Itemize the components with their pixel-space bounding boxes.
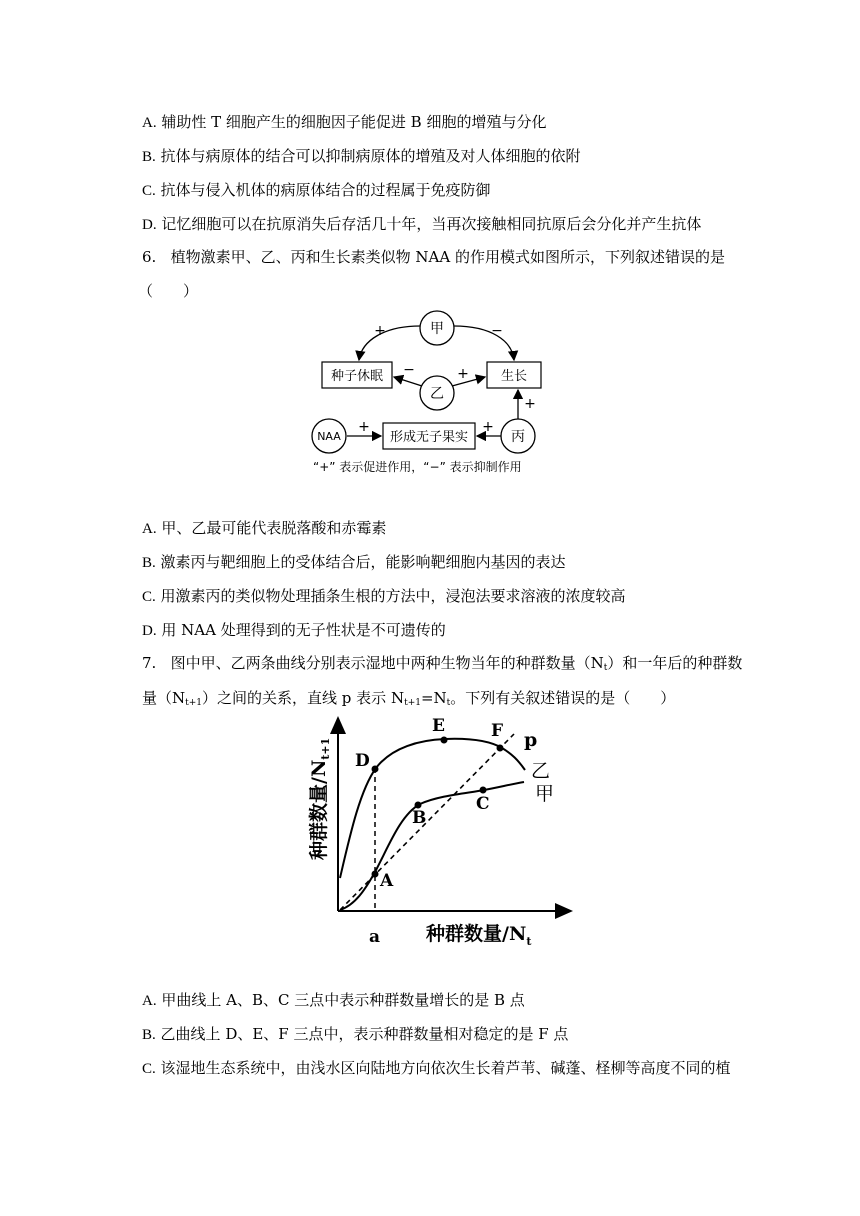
node-jia-label: 甲 [430,321,444,337]
option-letter: C. [142,183,156,199]
option-text: 辅助性 T 细胞产生的细胞因子能促进 B 细胞的增殖与分化 [161,113,547,131]
point-d [372,766,379,773]
box-dormancy-label: 种子休眠 [330,369,384,384]
option-letter: C. [142,589,156,605]
option-letter: B. [142,149,156,165]
option-letter: C. [142,1061,156,1077]
subscript: t+1 [404,698,421,708]
curve-yi-label: 乙 [531,760,551,782]
stem-text: ）之间的关系，直线 p 表示 N [202,689,405,707]
option-text: 抗体与侵入机体的病原体结合的过程属于免疫防御 [160,181,491,199]
option-letter: D. [142,217,157,233]
option-letter: B. [142,555,156,571]
curve-jia [340,782,524,910]
option-text: 抗体与病原体的结合可以抑制病原体的增殖及对人体细胞的依附 [160,147,581,165]
stem-text: 量（N [142,689,186,707]
node-naa-label: NAA [317,430,341,443]
option-letter: A. [142,115,157,131]
option-text: 乙曲线上 D、E、F 三点中，表示种群数量相对稳定的是 F 点 [160,1025,569,1043]
point-e-label: E [432,716,445,736]
point-a [372,871,379,878]
point-f [497,745,504,752]
point-c-label: C [476,794,490,814]
sign-bing-growth: + [524,396,536,412]
box-fruit-label: 形成无子果实 [389,430,469,445]
node-bing-label: 丙 [511,429,525,445]
option-text: 激素丙与靶细胞上的受体结合后，能影响靶细胞内基因的表达 [160,553,566,571]
option-text: 记忆细胞可以在抗原消失后存活几十年，当再次接触相同抗原后会分化并产生抗体 [161,215,702,233]
stem-text: 。下列有关叙述错误的是（ ） [450,689,676,707]
y-axis-label: 种群数量$/N_{t+1}$ [308,737,332,860]
point-b-label: B [412,808,427,828]
stem-text: ）和一年后的种群数 [607,654,743,672]
point-f-label: F [491,721,504,741]
option-text: 该湿地生态系统中，由浅水区向陆地方向依次生长着芦苇、碱蓬、柽柳等高度不同的植 [160,1059,731,1077]
sign-jia-dormancy: + [374,323,386,339]
sign-jia-growth: − [491,323,503,339]
x-axis-label: 种群数量$/N_t$ [426,923,532,948]
option-letter: A. [142,521,157,537]
node-yi-label: 乙 [430,386,444,402]
sign-bing-fruit: + [482,419,494,435]
subscript: t [603,663,608,673]
subscript: t [446,698,451,708]
stem-text: 图中甲、乙两条曲线分别表示湿地中两种生物当年的种群数量（N [170,654,604,672]
stem-text: =N [420,689,447,707]
subscript: t+1 [185,698,203,708]
option-text: 甲曲线上 A、B、C 三点中表示种群数量增长的是 B 点 [161,991,525,1009]
question-number: 6. [142,248,157,266]
sign-naa-fruit: + [358,419,370,435]
question-number: 7. [142,654,157,672]
q7-option-c [142,1058,731,1079]
point-d-label: D [355,751,370,771]
box-growth-label: 生长 [500,369,528,384]
q6-answer-blank: （ ） [138,282,199,300]
option-text: 用 NAA 处理得到的无子性状是不可遗传的 [161,621,446,639]
option-text: 甲、乙最可能代表脱落酸和赤霉素 [161,519,387,537]
point-e [441,737,448,744]
line-p-label: p [524,729,538,751]
point-c [480,787,487,794]
diagram-legend: “+” 表示促进作用，“−” 表示抑制作用 [313,460,522,474]
option-letter: D. [142,623,157,639]
point-a-label: A [380,871,394,891]
option-letter: B. [142,1027,156,1043]
option-letter: A. [142,993,157,1009]
option-text: 用激素丙的类似物处理插条生根的方法中，浸泡法要求溶液的浓度较高 [160,587,626,605]
question-stem: 植物激素甲、乙、丙和生长素类似物 NAA 的作用模式如图所示，下列叙述错误的是 [170,248,725,266]
curve-jia-label: 甲 [535,783,555,805]
sign-yi-dormancy: − [403,362,415,378]
sign-yi-growth: + [457,366,469,382]
x-mark-a: a [369,927,381,947]
q7-option-a [142,990,525,1011]
q7-option-b [142,1024,568,1045]
